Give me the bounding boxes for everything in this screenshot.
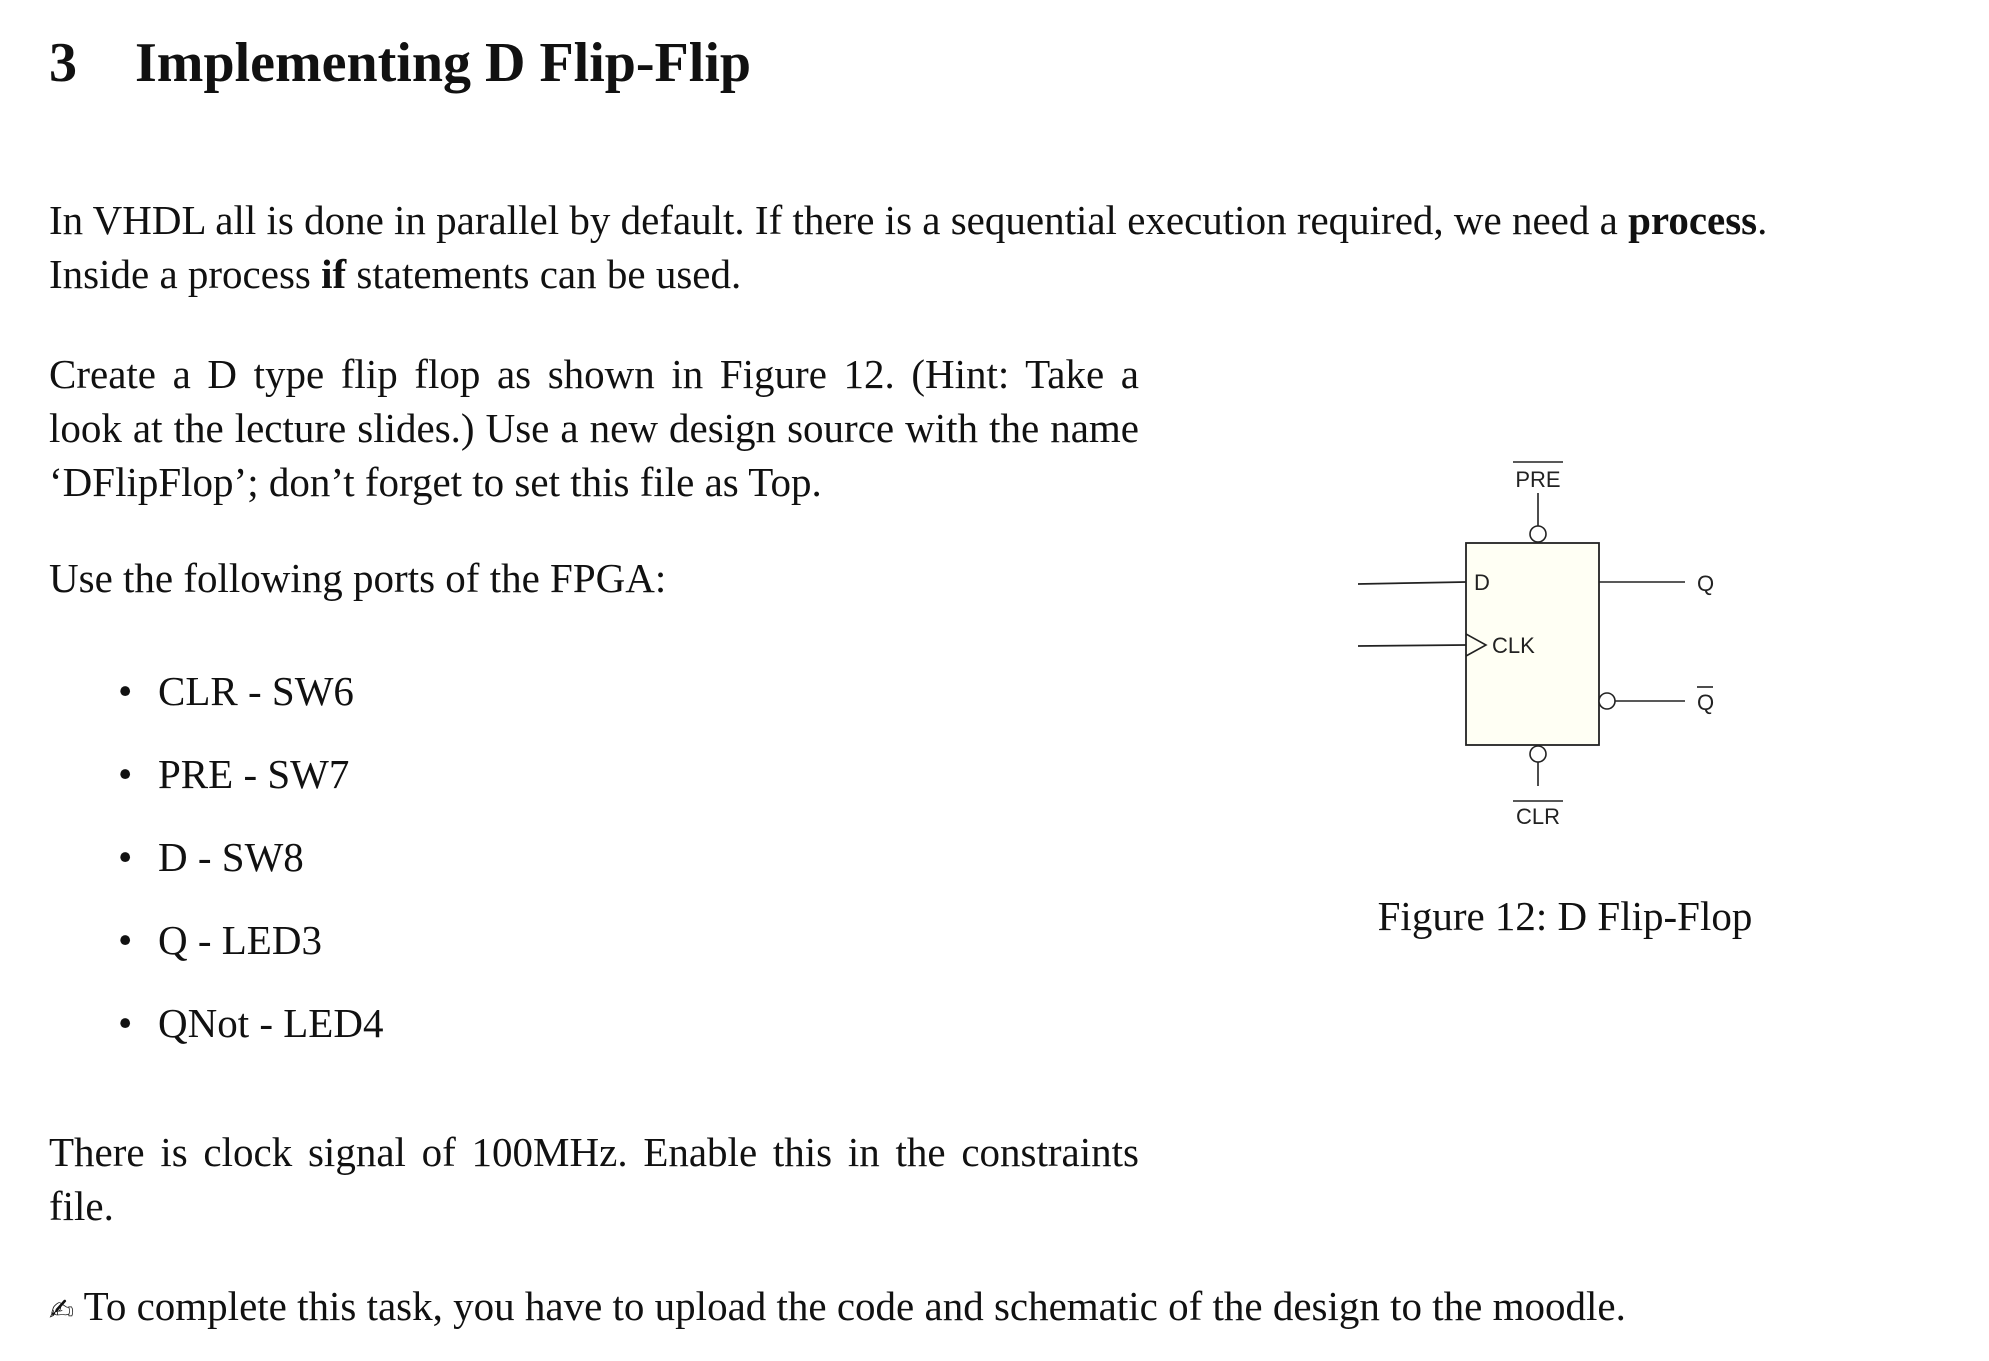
task-paragraph: Create a D type flip flop as shown in Figure 12. (Hint: Take a look at the lecture slides.) Use a new design source with the name ‘DFlipFlop’; don’t forget to set this file as Top. (49, 351, 1139, 505)
list-item: • CLR - SW6 (118, 668, 354, 714)
intro-text-3: Inside a process (49, 251, 322, 297)
ports-list (118, 664, 383, 1079)
intro-text-1: In VHDL all is done in parallel by default. If there is a sequential execution required, we need a (49, 197, 1629, 243)
list-item: • QNot - LED4 (118, 1000, 384, 1046)
keyword-if: if (321, 251, 347, 297)
section-title: Implementing D Flip-Flip (135, 32, 752, 94)
q-label: Q (1697, 571, 1715, 596)
intro-paragraph (49, 193, 1949, 301)
dff-diagram (1340, 440, 1740, 840)
ports-intro: Use the following ports of the FPGA: (49, 555, 667, 601)
section-number: 3 (49, 32, 77, 94)
pre-bubble (1530, 526, 1546, 542)
clk-label: CLK (1492, 633, 1535, 658)
qbar-label: Q (1697, 690, 1715, 715)
qbar-bubble (1599, 693, 1615, 709)
clock-paragraph: There is clock signal of 100MHz. Enable this in the constraints file. (49, 1129, 1139, 1229)
clk-wire (1358, 645, 1466, 646)
intro-text-4: statements can be used. (346, 251, 742, 297)
list-item: • Q - LED3 (118, 917, 322, 963)
note-text: To complete this task, you have to upload the code and schematic of the design to the moodle. (83, 1283, 1626, 1329)
intro-text-2: . (1757, 197, 1768, 243)
note-paragraph (49, 1279, 1626, 1338)
list-item: • PRE - SW7 (118, 751, 350, 797)
clr-label: CLR (1515, 804, 1561, 829)
d-label: D (1474, 570, 1490, 595)
list-item: • D - SW8 (118, 834, 304, 880)
section-heading (49, 30, 751, 97)
writing-hand-icon: ✍ (49, 1293, 75, 1328)
clr-bubble (1530, 746, 1546, 762)
d-wire (1358, 582, 1466, 584)
keyword-process: process (1628, 197, 1758, 243)
figure-caption: Figure 12: D Flip-Flop (1377, 893, 1753, 939)
pre-label: PRE (1515, 467, 1561, 492)
